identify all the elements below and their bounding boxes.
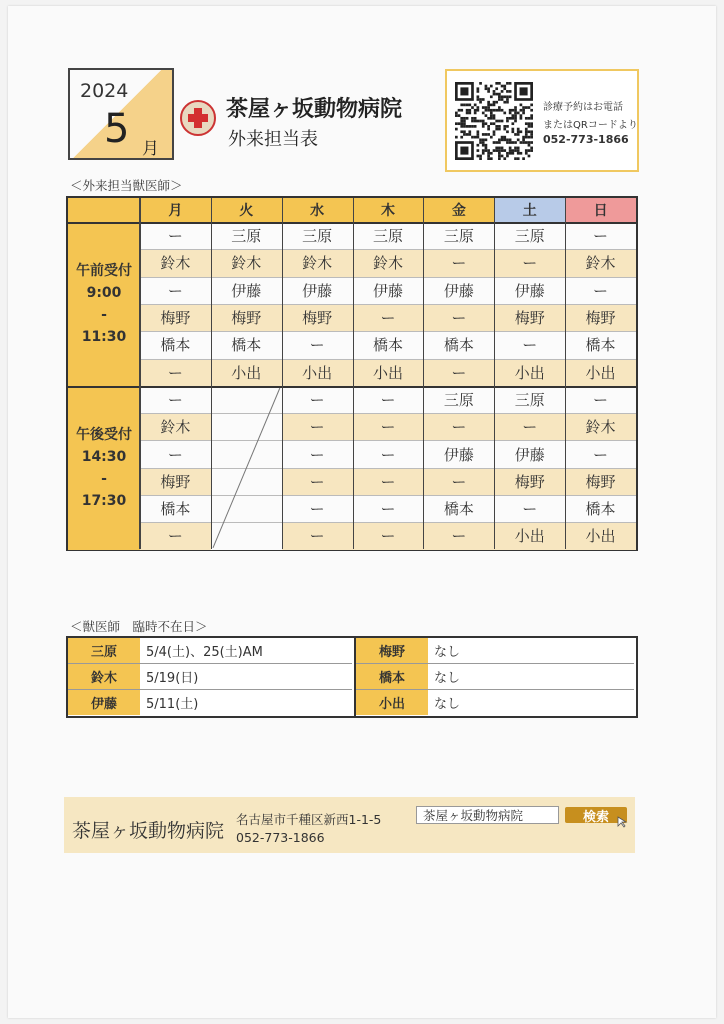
absence-row-divider [356, 663, 634, 664]
search-button-label: 検索 [582, 809, 609, 825]
schedule-cell: ー [494, 249, 565, 276]
schedule-cell: ー [140, 386, 211, 413]
cross-icon [182, 102, 214, 134]
schedule-cell: 三原 [211, 222, 282, 249]
schedule-cell: ー [423, 359, 494, 386]
schedule-cell: ー [565, 386, 636, 413]
schedule-cell: 梅野 [494, 304, 565, 331]
period-label-line: 11:30 [81, 328, 127, 345]
qr-text-line-2: またはQRコードより [543, 120, 638, 131]
column-divider [565, 198, 566, 549]
schedule-cell: 梅野 [494, 468, 565, 495]
hospital-name: 茶屋ヶ坂動物病院 [226, 97, 403, 122]
schedule-cell: ー [565, 222, 636, 249]
period-label [68, 222, 140, 386]
absence-vet-name: 三原 [68, 638, 140, 663]
schedule-cell: 伊藤 [494, 277, 565, 304]
schedule-cell: 小出 [494, 359, 565, 386]
schedule-cell: 梅野 [211, 304, 282, 331]
schedule-cell: ー [423, 304, 494, 331]
schedule-cell: 橋本 [423, 495, 494, 522]
absence-row-divider [68, 689, 352, 690]
footer-phone: 052-773-1866 [236, 830, 325, 845]
schedule-cell: 三原 [423, 386, 494, 413]
schedule-cell: ー [423, 522, 494, 549]
schedule-cell: 伊藤 [423, 440, 494, 467]
schedule-cell: 橋本 [353, 331, 424, 358]
search-input[interactable]: 茶屋ヶ坂動物病院 [416, 806, 559, 824]
qr-text-line-1: 診療予約はお電話 [543, 102, 623, 113]
schedule-cell: 三原 [282, 222, 353, 249]
absence-vet-name: 鈴木 [68, 664, 140, 689]
row-divider [140, 249, 636, 250]
schedule-cell: 小出 [282, 359, 353, 386]
schedule-cell: 橋本 [565, 495, 636, 522]
hospital-logo [180, 100, 216, 136]
schedule-cell: 橋本 [565, 331, 636, 358]
absence-value: 5/11(土) [146, 697, 199, 712]
schedule-cell: 三原 [494, 222, 565, 249]
schedule-cell: ー [494, 413, 565, 440]
period-label-line: 午前受付 [76, 262, 132, 279]
schedule-cell: ー [140, 440, 211, 467]
schedule-cell: 小出 [494, 522, 565, 549]
schedule-cell: ー [353, 495, 424, 522]
schedule-cell: ー [353, 522, 424, 549]
schedule-cell: ー [282, 495, 353, 522]
schedule-cell: 橋本 [140, 495, 211, 522]
period-label-line: - [101, 470, 107, 487]
absence-row-divider [356, 689, 634, 690]
schedule-cell: 小出 [565, 522, 636, 549]
schedule-cell: 橋本 [423, 331, 494, 358]
schedule-cell: ー [282, 386, 353, 413]
page-subtitle: 外来担当表 [228, 129, 318, 150]
schedule-cell: 伊藤 [494, 440, 565, 467]
year-label: 2024 [80, 80, 129, 102]
schedule-grid [66, 196, 638, 551]
absence-value: なし [434, 697, 461, 712]
column-divider [494, 198, 495, 549]
schedule-cell: ー [140, 522, 211, 549]
schedule-cell: ー [353, 440, 424, 467]
day-header: 火 [211, 198, 282, 222]
period-label [68, 386, 140, 550]
cursor-icon [617, 816, 629, 828]
schedule-cell: ー [494, 331, 565, 358]
day-header: 土 [494, 198, 565, 222]
absence-vet-name: 梅野 [356, 638, 428, 663]
schedule-cell: 鈴木 [353, 249, 424, 276]
schedule-cell: 梅野 [565, 304, 636, 331]
schedule-cell: ー [423, 413, 494, 440]
schedule-cell: ー [353, 468, 424, 495]
day-header: 月 [140, 198, 211, 222]
schedule-cell: 橋本 [140, 331, 211, 358]
footer-address: 名古屋市千種区新西1-1-5 [236, 812, 382, 827]
absence-value: 5/19(日) [146, 671, 199, 686]
period-label-line: 14:30 [81, 448, 127, 465]
absence-column-divider [354, 638, 356, 716]
schedule-cell: 小出 [353, 359, 424, 386]
schedule-cell: 鈴木 [565, 249, 636, 276]
schedule-cell: ー [140, 222, 211, 249]
schedule-cell: ー [282, 413, 353, 440]
month-number: 5 [104, 106, 130, 152]
schedule-cell: ー [353, 413, 424, 440]
schedule-cell: 鈴木 [211, 249, 282, 276]
schedule-cell: ー [353, 304, 424, 331]
schedule-cell: 鈴木 [282, 249, 353, 276]
period-label-line: - [101, 306, 107, 323]
absence-section-label: ＜獣医師 臨時不在日＞ [70, 619, 208, 634]
schedule-cell: ー [423, 249, 494, 276]
schedule-cell: 三原 [494, 386, 565, 413]
schedule-cell: ー [423, 468, 494, 495]
absence-vet-name: 伊藤 [68, 690, 140, 715]
schedule-cell: 梅野 [282, 304, 353, 331]
schedule-cell: ー [282, 440, 353, 467]
row-divider [140, 277, 636, 278]
schedule-cell: ー [140, 277, 211, 304]
schedule-cell: 伊藤 [211, 277, 282, 304]
day-header: 木 [353, 198, 424, 222]
schedule-cell: ー [565, 277, 636, 304]
schedule-cell: 鈴木 [140, 413, 211, 440]
day-header: 金 [423, 198, 494, 222]
schedule-cell: 梅野 [565, 468, 636, 495]
schedule-cell: 伊藤 [423, 277, 494, 304]
period-label-line: 午後受付 [76, 426, 132, 443]
schedule-cell: 小出 [211, 359, 282, 386]
period-label-line: 9:00 [86, 284, 122, 301]
schedule-cell: 伊藤 [282, 277, 353, 304]
row-divider [140, 304, 636, 305]
month-unit: 月 [142, 139, 159, 159]
schedule-cell: 三原 [353, 222, 424, 249]
closed-diagonal-line [211, 386, 282, 550]
day-header: 水 [282, 198, 353, 222]
schedule-cell: 梅野 [140, 304, 211, 331]
absence-row-divider [68, 663, 352, 664]
schedule-cell: ー [282, 468, 353, 495]
absence-value: なし [434, 671, 461, 686]
footer-hospital-name: 茶屋ヶ坂動物病院 [72, 820, 225, 842]
column-divider [423, 198, 424, 549]
schedule-cell: ー [353, 386, 424, 413]
qr-phone: 052-773-1866 [543, 133, 629, 146]
schedule-cell: 伊藤 [353, 277, 424, 304]
schedule-cell: 鈴木 [565, 413, 636, 440]
grid-corner [68, 198, 140, 222]
schedule-cell: 梅野 [140, 468, 211, 495]
period-label-line: 17:30 [81, 492, 127, 509]
column-divider [282, 198, 283, 549]
schedule-section-label: ＜外来担当獣医師＞ [70, 178, 183, 193]
schedule-cell: ー [282, 331, 353, 358]
schedule-cell: ー [565, 440, 636, 467]
column-divider [353, 198, 354, 549]
schedule-cell: 三原 [423, 222, 494, 249]
absence-value: 5/4(土)、25(土)AM [146, 645, 263, 660]
schedule-cell: 小出 [565, 359, 636, 386]
row-divider [140, 331, 636, 332]
day-header: 日 [565, 198, 636, 222]
schedule-cell: 鈴木 [140, 249, 211, 276]
absence-vet-name: 小出 [356, 690, 428, 715]
absence-vet-name: 橋本 [356, 664, 428, 689]
column-divider [139, 198, 141, 549]
schedule-cell: ー [494, 495, 565, 522]
row-divider [140, 359, 636, 360]
absence-table [66, 636, 638, 718]
qr-code-icon[interactable] [455, 82, 533, 160]
schedule-cell: ー [282, 522, 353, 549]
schedule-cell: ー [140, 359, 211, 386]
schedule-cell: 橋本 [211, 331, 282, 358]
absence-value: なし [434, 645, 461, 660]
